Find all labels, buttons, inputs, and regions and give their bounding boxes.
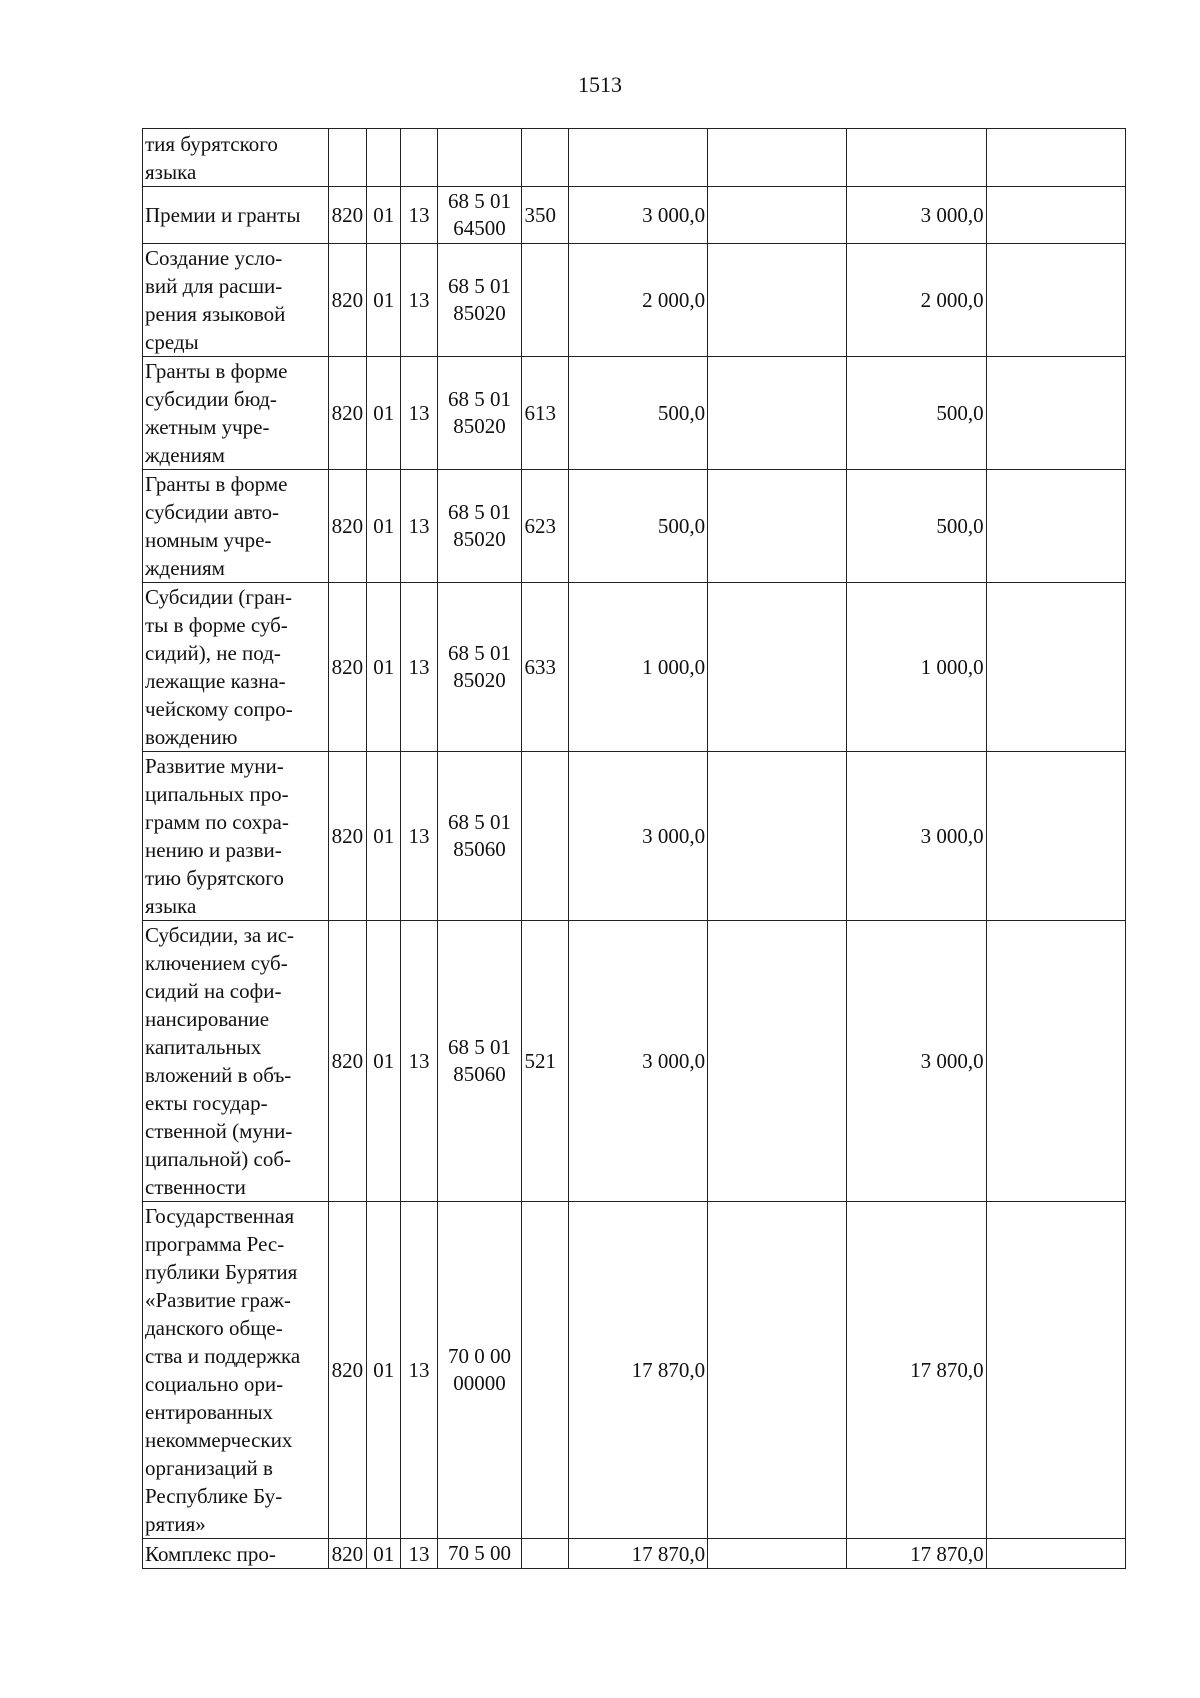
csr-code-line: 85060 [453,837,506,861]
csr-code-line: 00000 [453,1371,506,1395]
row-name-line: ключением суб- [145,951,288,975]
pr-code: 13 [401,244,437,357]
row-name-line: Премии и гранты [145,203,301,227]
pr-code: 13 [401,921,437,1202]
pr-code: 13 [401,470,437,583]
grbs-code: 820 [328,244,366,357]
row-name-line: капитальных [145,1035,262,1059]
row-name-line: лежащие казна- [145,669,286,693]
row-name [143,470,329,583]
sum-col-3: 500,0 [847,357,986,470]
row-name-line: рятия» [145,1512,206,1536]
row-name-line: субсидии бюд- [145,387,277,411]
row-name-line: Гранты в форме [145,472,288,496]
csr-code [437,921,522,1202]
row-name-line: Республике Бу- [145,1484,283,1508]
csr-code-line: 68 5 01 [448,387,512,411]
row-name-line: грамм по сохра- [145,810,289,834]
row-name [143,129,329,187]
table-row [143,921,1126,1202]
row-name-line: жетным учре- [145,415,270,439]
sum-col-2 [708,583,847,752]
row-name-line: ципальных про- [145,782,289,806]
csr-code-line: 68 5 01 [448,274,512,298]
row-name-line: Государственная [145,1204,295,1228]
csr-code-line: 85060 [453,1062,506,1086]
sum-col-2 [708,129,847,187]
vr-code: 623 [522,470,568,583]
csr-code-line: 85020 [453,414,506,438]
sum-col-4 [986,129,1125,187]
sum-col-3: 500,0 [847,470,986,583]
csr-code [437,129,522,187]
rz-code: 01 [367,583,401,752]
row-name-line: Субсидии, за ис- [145,923,295,947]
sum-col-3: 17 870,0 [847,1202,986,1539]
row-name-line: рения языковой [145,302,286,326]
sum-col-4 [986,470,1125,583]
sum-col-1: 1 000,0 [568,583,707,752]
row-name [143,357,329,470]
vr-code [522,244,568,357]
vr-code: 521 [522,921,568,1202]
csr-code-line: 85020 [453,301,506,325]
row-name-line: номным учре- [145,528,272,552]
row-name-line: публики Бурятия [145,1260,298,1284]
csr-code-line: 68 5 01 [448,810,512,834]
row-name-line: организаций в [145,1456,273,1480]
sum-col-4 [986,921,1125,1202]
row-name-line: Развитие муни- [145,754,284,778]
csr-code [437,583,522,752]
table-row [143,357,1126,470]
row-name-line: ждениям [145,443,225,467]
grbs-code: 820 [328,1202,366,1539]
sum-col-4 [986,187,1125,244]
table-row [143,752,1126,921]
sum-col-4 [986,1202,1125,1539]
row-name-line: программа Рес- [145,1232,285,1256]
row-name-line: ственной (муни- [145,1119,293,1143]
row-name [143,1202,329,1539]
rz-code: 01 [367,187,401,244]
grbs-code: 820 [328,1539,366,1569]
row-name [143,752,329,921]
row-name [143,187,329,244]
csr-code-line: 85020 [453,527,506,551]
row-name-line: Создание усло- [145,246,283,270]
sum-col-1: 500,0 [568,357,707,470]
sum-col-3: 3 000,0 [847,921,986,1202]
pr-code: 13 [401,357,437,470]
rz-code: 01 [367,357,401,470]
row-name-line: екты государ- [145,1091,268,1115]
grbs-code: 820 [328,357,366,470]
row-name [143,244,329,357]
row-name [143,1539,329,1569]
vr-code [522,1202,568,1539]
row-name-line: ципальной) соб- [145,1147,291,1171]
sum-col-3: 3 000,0 [847,752,986,921]
row-name-line: ственности [145,1175,246,1199]
sum-col-4 [986,752,1125,921]
row-name-line: субсидии авто- [145,500,280,524]
row-name-line: некоммерческих [145,1428,293,1452]
sum-col-3 [847,129,986,187]
vr-code [522,752,568,921]
sum-col-2 [708,1202,847,1539]
csr-code [437,1202,522,1539]
pr-code: 13 [401,583,437,752]
sum-col-3: 1 000,0 [847,583,986,752]
pr-code: 13 [401,1539,437,1569]
vr-code: 350 [522,187,568,244]
sum-col-2 [708,244,847,357]
sum-col-1: 3 000,0 [568,187,707,244]
row-name-line: среды [145,330,199,354]
csr-code-line: 68 5 01 [448,500,512,524]
sum-col-3: 3 000,0 [847,187,986,244]
row-name-line: данского обще- [145,1316,283,1340]
pr-code: 13 [401,752,437,921]
row-name-line: сидий на софи- [145,979,282,1003]
vr-code: 613 [522,357,568,470]
sum-col-1 [568,129,707,187]
row-name-line: Субсидии (гран- [145,585,293,609]
pr-code: 13 [401,187,437,244]
row-name-line: языка [145,159,197,184]
csr-code [437,357,522,470]
sum-col-4 [986,357,1125,470]
rz-code: 01 [367,1202,401,1539]
table-row [143,470,1126,583]
row-name-line: социально ори- [145,1372,284,1396]
table-row [143,1539,1126,1569]
sum-col-1: 17 870,0 [568,1539,707,1569]
csr-code [437,187,522,244]
grbs-code: 820 [328,583,366,752]
rz-code: 01 [367,921,401,1202]
table-row [143,1202,1126,1539]
sum-col-4 [986,583,1125,752]
row-name-line: Комплекс про- [145,1541,276,1566]
sum-col-1: 2 000,0 [568,244,707,357]
sum-col-1: 3 000,0 [568,921,707,1202]
csr-code-line: 68 5 01 [448,1035,512,1059]
csr-code-line: 70 5 00 [448,1541,512,1565]
grbs-code: 820 [328,470,366,583]
csr-code [437,1539,522,1569]
rz-code: 01 [367,1539,401,1569]
row-name-line: языка [145,894,197,918]
sum-col-4 [986,244,1125,357]
row-name-line: вождению [145,725,238,749]
row-name-line: нансирование [145,1007,270,1031]
sum-col-2 [708,752,847,921]
table-body [143,129,1126,1569]
table-row [143,187,1126,244]
grbs-code: 820 [328,752,366,921]
sum-col-2 [708,1539,847,1569]
sum-col-2 [708,357,847,470]
row-name-line: чейскому сопро- [145,697,293,721]
sum-col-3: 17 870,0 [847,1539,986,1569]
table-row [143,129,1126,187]
rz-code: 01 [367,752,401,921]
csr-code [437,244,522,357]
row-name-line: Гранты в форме [145,359,288,383]
csr-code-line: 68 5 01 [448,641,512,665]
row-name-line: вложений в объ- [145,1063,292,1087]
row-name-line: ты в форме суб- [145,613,288,637]
row-name [143,583,329,752]
csr-code-line: 64500 [453,216,506,240]
rz-code: 01 [367,244,401,357]
grbs-code: 820 [328,921,366,1202]
rz-code: 01 [367,470,401,583]
row-name-line: ждениям [145,556,225,580]
sum-col-2 [708,921,847,1202]
grbs-code [328,129,366,187]
page-number: 1513 [578,72,622,97]
pr-code: 13 [401,1202,437,1539]
rz-code [367,129,401,187]
csr-code-line: 85020 [453,668,506,692]
row-name-line: нению и разви- [145,838,282,862]
sum-col-4 [986,1539,1125,1569]
row-name-line: ства и поддержка [145,1344,301,1368]
sum-col-1: 17 870,0 [568,1202,707,1539]
row-name-line: сидий), не под- [145,641,281,665]
csr-code [437,752,522,921]
row-name-line: «Развитие граж- [145,1288,291,1312]
row-name-line: тия бурятского [145,131,278,156]
sum-col-1: 3 000,0 [568,752,707,921]
table-row [143,583,1126,752]
row-name-line: вий для расши- [145,274,283,298]
budget-table [142,128,1126,1569]
sum-col-2 [708,470,847,583]
table-row [143,244,1126,357]
grbs-code: 820 [328,187,366,244]
sum-col-2 [708,187,847,244]
vr-code: 633 [522,583,568,752]
csr-code-line: 68 5 01 [448,189,512,213]
csr-code-line: 70 0 00 [448,1344,512,1368]
vr-code [522,129,568,187]
row-name-line: ентированных [145,1400,274,1424]
pr-code [401,129,437,187]
sum-col-1: 500,0 [568,470,707,583]
sum-col-3: 2 000,0 [847,244,986,357]
csr-code [437,470,522,583]
row-name [143,921,329,1202]
vr-code [522,1539,568,1569]
row-name-line: тию бурятского [145,866,284,890]
